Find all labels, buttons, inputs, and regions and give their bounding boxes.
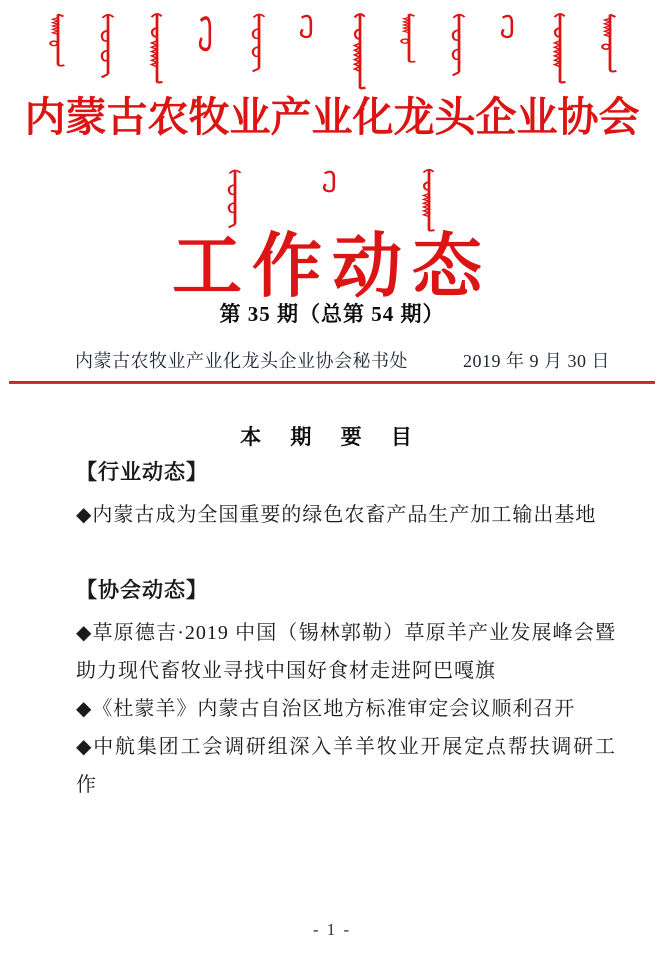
mongolian-word-icon — [499, 12, 521, 40]
bulletin-title: 工作动态 — [172, 229, 492, 306]
issue-number-line: 第 35 期（总第 54 期） — [219, 302, 445, 326]
toc-body — [76, 458, 616, 804]
mongolian-word-icon — [550, 12, 570, 84]
mongolian-word-icon — [600, 12, 620, 74]
mongolian-word-icon — [249, 12, 269, 72]
red-divider-rule — [9, 381, 655, 384]
toc-item: ◆中航集团工会调研组深入羊羊牧业开展定点帮扶调研工作 — [76, 736, 616, 796]
toc-item: ◆《杜蒙羊》内蒙古自治区地方标准审定会议顺利召开 — [76, 698, 576, 720]
publisher-date-row — [75, 347, 610, 373]
toc-section-heading-association: 【协会动态】 — [76, 578, 208, 602]
toc-item: ◆草原德吉·2019 中国（锡林郭勒）草原羊产业发展峰会暨助力现代畜牧业寻找中国好食材走进阿巴嘎旗 — [76, 622, 616, 682]
toc-heading: 本 期 要 目 — [240, 425, 424, 449]
mongolian-word-icon — [399, 12, 419, 64]
toc-section-heading-industry: 【行业动态】 — [76, 460, 208, 484]
mongolian-word-icon — [298, 12, 320, 40]
mongolian-word-icon — [48, 12, 68, 68]
mongolian-word-icon — [321, 168, 343, 194]
mongolian-word-icon — [147, 12, 167, 84]
mongolian-word-icon — [350, 12, 370, 90]
association-name-title: 内蒙古农牧业产业化龙头企业协会 — [24, 94, 640, 140]
publish-date: 2019 年 9 月 30 日 — [463, 351, 610, 371]
page-number: - 1 - — [312, 920, 352, 939]
toc-item: ◆内蒙古成为全国重要的绿色农畜产品生产加工输出基地 — [76, 504, 597, 526]
mongolian-script-top-row — [48, 12, 620, 92]
mongolian-word-icon — [98, 12, 118, 78]
mongolian-word-icon — [197, 12, 219, 54]
mongolian-word-icon — [449, 12, 469, 76]
publisher-name: 内蒙古农牧业产业化龙头企业协会秘书处 — [75, 351, 408, 371]
